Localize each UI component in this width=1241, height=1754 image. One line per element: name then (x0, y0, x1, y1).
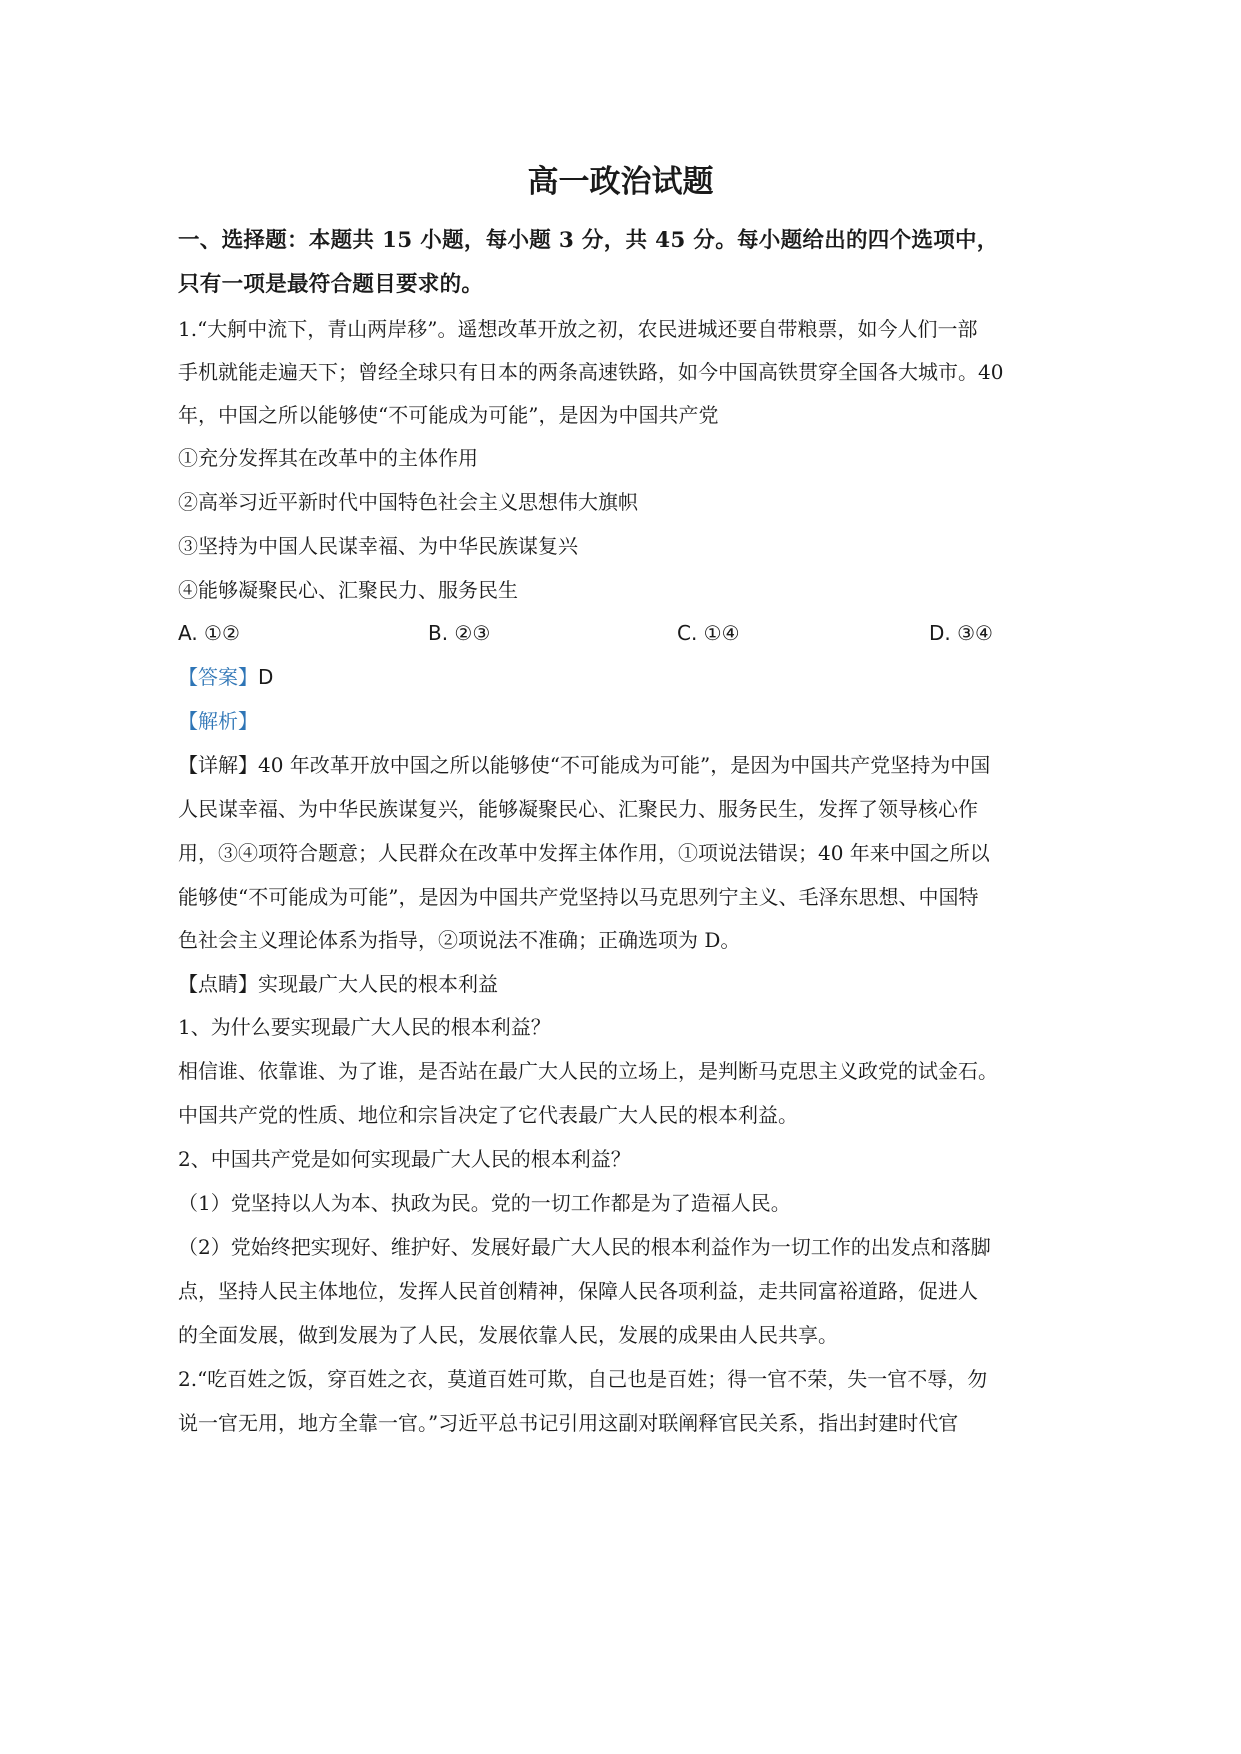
q1-note-line-9: 的全面发展，做到发展为了人民，发展依靠人民，发展的成果由人民共享。 (178, 1323, 838, 1347)
q2-stem-line-2: 说一官无用，地方全靠一官。”习近平总书记引用这副对联阐释官民关系，指出封建时代官 (178, 1411, 959, 1435)
q1-item-3: ③坚持为中国人民谋幸福、为中华民族谋复兴 (178, 534, 578, 558)
q1-stem-line-1: 1.“大舸中流下，青山两岸移”。遥想改革开放之初，农民进城还要自带粮票，如今人们一部 (178, 317, 978, 341)
q2-stem-line-1: 2.“吃百姓之饭，穿百姓之衣，莫道百姓可欺，自己也是百姓；得一官不荣，失一官不辱，勿 (178, 1367, 988, 1391)
q1-answer (178, 662, 1068, 692)
q1-note-line-7: （2）党始终把实现好、维护好、发展好最广大人民的根本利益作为一切工作的出发点和落脚 (178, 1235, 991, 1259)
q1-note-line-4: 中国共产党的性质、地位和宗旨决定了它代表最广大人民的根本利益。 (178, 1103, 798, 1127)
answer-value: D (258, 665, 274, 689)
q1-item-2: ②高举习近平新时代中国特色社会主义思想伟大旗帜 (178, 490, 638, 514)
q1-note-heading: 【点睛】实现最广大人民的根本利益 (178, 972, 498, 996)
q1-note-line-5: 2、中国共产党是如何实现最广大人民的根本利益？ (178, 1147, 631, 1171)
q1-option-d: D. ③④ (929, 621, 993, 645)
q1-stem-line-3: 年，中国之所以能够使“不可能成为可能”，是因为中国共产党 (178, 403, 719, 427)
q1-detail-line-1: 【详解】40 年改革开放中国之所以能够使“不可能成为可能”，是因为中国共产党坚持为中国 (178, 753, 991, 777)
answer-label: 【答案】 (178, 665, 258, 689)
section-heading-line-2: 只有一项是最符合题目要求的。 (178, 272, 484, 297)
q1-note-line-3: 相信谁、依靠谁、为了谁，是否站在最广大人民的立场上，是判断马克思主义政党的试金石。 (178, 1059, 998, 1083)
q1-detail-line-5: 色社会主义理论体系为指导，②项说法不准确；正确选项为 D。 (178, 928, 741, 952)
q1-option-a: A. ①② (178, 621, 240, 645)
q1-option-b: B. ②③ (428, 621, 491, 645)
q1-detail-line-3: 用，③④项符合题意；人民群众在改革中发挥主体作用，①项说法错误；40 年来中国之所以 (178, 841, 990, 865)
analysis-label: 【解析】 (178, 709, 258, 733)
q1-item-1: ①充分发挥其在改革中的主体作用 (178, 446, 478, 470)
q1-note-line-6: （1）党坚持以人为本、执政为民。党的一切工作都是为了造福人民。 (178, 1191, 791, 1215)
q1-item-4: ④能够凝聚民心、汇聚民力、服务民生 (178, 578, 518, 602)
q1-stem-line-2: 手机就能走遍天下；曾经全球只有日本的两条高速铁路，如今中国高铁贯穿全国各大城市。40 (178, 360, 1004, 384)
page-title: 高一政治试题 (527, 164, 714, 200)
q1-detail-line-4: 能够使“不可能成为可能”，是因为中国共产党坚持以马克思列宁主义、毛泽东思想、中国特 (178, 885, 979, 909)
q1-note-line-2: 1、为什么要实现最广大人民的根本利益？ (178, 1015, 551, 1039)
section-heading-line-1: 一、选择题：本题共 15 小题，每小题 3 分，共 45 分。每小题给出的四个选项中， (178, 228, 999, 253)
q1-detail-line-2: 人民谋幸福、为中华民族谋复兴，能够凝聚民心、汇聚民力、服务民生，发挥了领导核心作 (178, 797, 978, 821)
q1-option-c: C. ①④ (677, 621, 740, 645)
q1-note-line-8: 点，坚持人民主体地位，发挥人民首创精神，保障人民各项利益，走共同富裕道路，促进人 (178, 1279, 978, 1303)
